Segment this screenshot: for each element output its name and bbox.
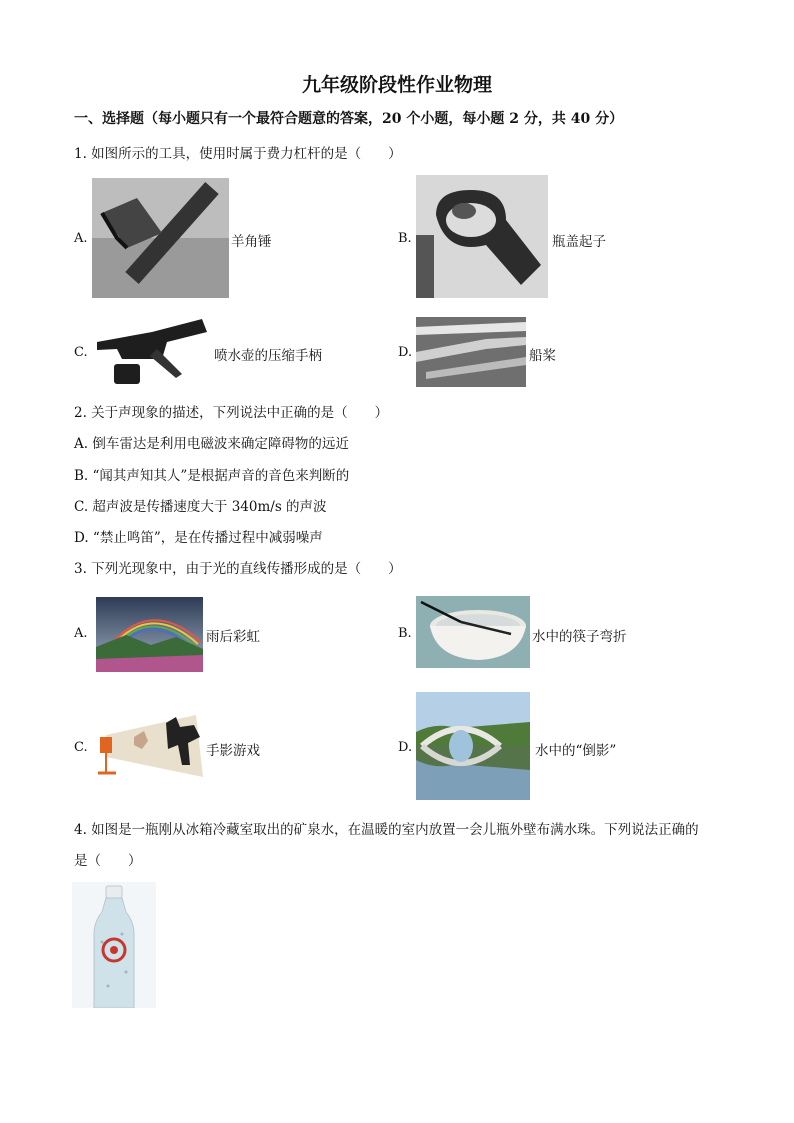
bridge-reflection-image [416, 692, 530, 800]
q1-option-d-letter: D. [398, 345, 413, 360]
question-3-stem: 3. 下列光现象中，由于光的直线传播形成的是（ ） [74, 561, 402, 577]
q3-option-b-letter: B. [398, 626, 412, 641]
question-4-stem-line1: 4. 如图是一瓶刚从冰箱冷藏室取出的矿泉水，在温暖的室内放置一会儿瓶外壁布满水珠。下列说法正确的 [74, 822, 699, 838]
q1-option-b-letter: B. [398, 231, 412, 246]
q1-option-a-label: 羊角锤 [231, 234, 272, 250]
spray-bottle-image [92, 314, 212, 388]
section-heading: 一、选择题（每小题只有一个最符合题意的答案，20 个小题，每小题 2 分，共 40 分） [74, 111, 624, 127]
q2-option-d: D. “禁止鸣笛”，是在传播过程中减弱噪声 [74, 530, 323, 546]
q3-option-a-label: 雨后彩虹 [206, 629, 260, 645]
claw-hammer-image [92, 178, 229, 298]
q2-option-b: B. “闻其声知其人”是根据声音的音色来判断的 [74, 468, 350, 484]
q3-option-a-letter: A. [74, 626, 88, 641]
boat-oar-image [416, 317, 526, 387]
q1-option-c-letter: C. [74, 345, 88, 360]
rainbow-image [96, 597, 203, 672]
q1-option-d-label: 船桨 [529, 348, 556, 364]
q2-option-c: C. 超声波是传播速度大于 340m/s 的声波 [74, 499, 327, 515]
question-1-stem: 1. 如图所示的工具，使用时属于费力杠杆的是（ ） [74, 146, 402, 162]
q2-option-a: A. 倒车雷达是利用电磁波来确定障碍物的远近 [74, 436, 349, 452]
q1-option-a-letter: A. [74, 231, 88, 246]
question-4-stem-line2: 是（ ） [74, 853, 142, 869]
q3-option-b-label: 水中的筷子弯折 [532, 629, 627, 645]
page-title: 九年级阶段性作业物理 [301, 74, 492, 96]
q1-option-b-label: 瓶盖起子 [552, 234, 606, 250]
q3-option-c-label: 手影游戏 [206, 743, 260, 759]
q3-option-d-letter: D. [398, 740, 413, 755]
water-bottle-image [72, 882, 156, 1008]
hand-shadow-image [96, 715, 203, 777]
q3-option-d-label: 水中的“倒影” [535, 743, 617, 759]
q3-option-c-letter: C. [74, 740, 88, 755]
question-2-stem: 2. 关于声现象的描述，下列说法中正确的是（ ） [74, 405, 389, 421]
q1-option-c-label: 喷水壶的压缩手柄 [214, 348, 322, 364]
bottle-opener-image [416, 175, 548, 298]
chopsticks-in-bowl-image [416, 596, 530, 668]
